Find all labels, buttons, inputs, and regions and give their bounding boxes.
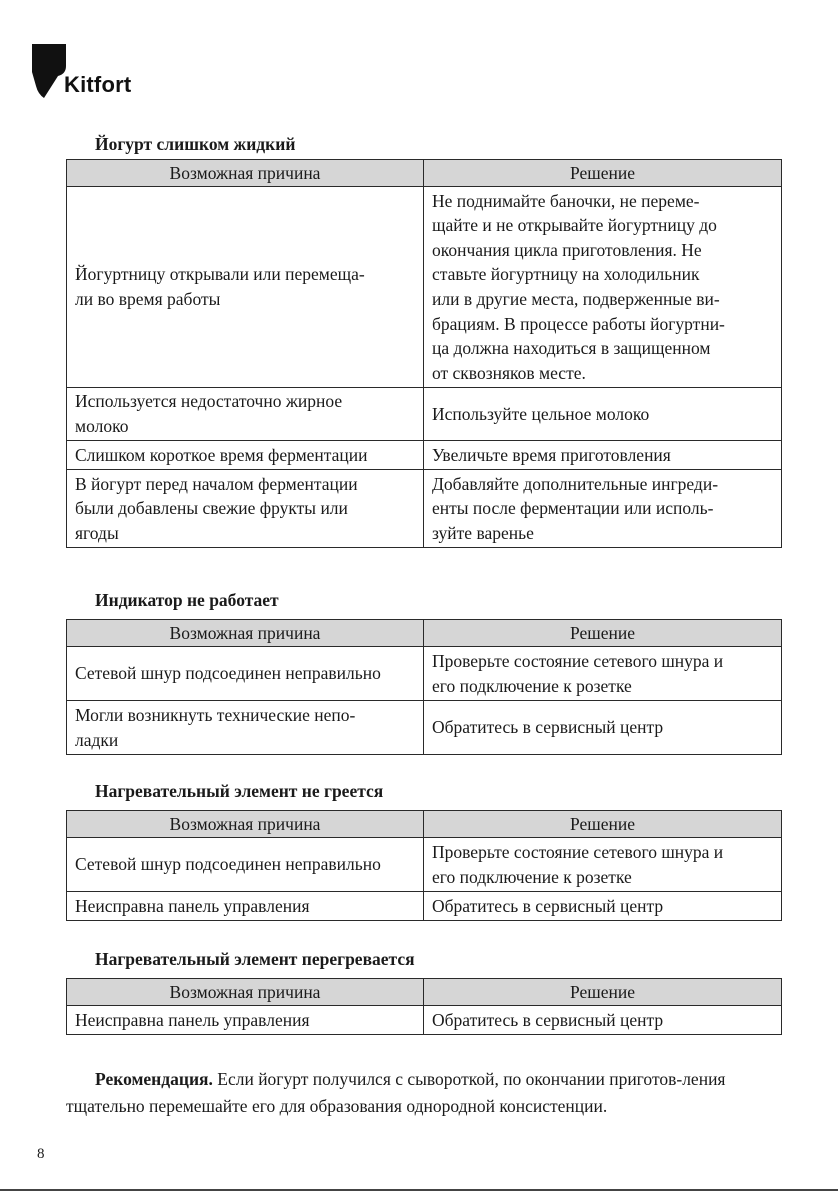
cause-cell: Сетевой шнур подсоединен неправильно — [67, 838, 424, 892]
solution-cell: Используйте цельное молоко — [424, 388, 782, 441]
cause-cell: Слишком короткое время ферментации — [67, 441, 424, 470]
section-title-not-heating: Нагревательный элемент не греется — [95, 781, 384, 801]
table-row — [67, 441, 782, 470]
solution-cell: Обратитесь в сервисный центр — [424, 1006, 782, 1035]
table-header-row — [67, 979, 782, 1006]
cause-cell: Используется недостаточно жирное молоко — [67, 388, 424, 441]
table-row — [67, 701, 782, 755]
solution-cell: Обратитесь в сервисный центр — [424, 701, 782, 755]
solution-cell: Обратитесь в сервисный центр — [424, 892, 782, 921]
solution-cell: Проверьте состояние сетевого шнура и его подключение к розетке — [424, 838, 782, 892]
header-cause: Возможная причина — [67, 620, 424, 647]
cause-cell: Неисправна панель управления — [67, 892, 424, 921]
table-row — [67, 388, 782, 441]
brand-name: Kitfort — [64, 72, 132, 97]
page-number: 8 — [37, 1146, 45, 1162]
recommendation-paragraph — [66, 1066, 781, 1120]
table-header-row — [67, 160, 782, 187]
header-cause: Возможная причина — [67, 811, 424, 838]
header-cause: Возможная причина — [67, 160, 424, 187]
section-title-overheating: Нагревательный элемент перегревается — [95, 949, 415, 969]
header-solution: Решение — [424, 979, 782, 1006]
table-row — [67, 187, 782, 388]
recommendation-label: Рекомендация. — [95, 1069, 213, 1089]
bottom-divider — [0, 1189, 838, 1191]
table-header-row — [67, 811, 782, 838]
section-title-indicator: Индикатор не работает — [95, 590, 279, 610]
header-solution: Решение — [424, 811, 782, 838]
table-row — [67, 470, 782, 548]
cause-cell: Йогуртницу открывали или перемеща- ли во время работы — [67, 187, 424, 388]
cause-cell: Неисправна панель управления — [67, 1006, 424, 1035]
table-row — [67, 892, 782, 921]
table-header-row — [67, 620, 782, 647]
cause-cell: Сетевой шнур подсоединен неправильно — [67, 647, 424, 701]
solution-cell: Проверьте состояние сетевого шнура и его подключение к розетке — [424, 647, 782, 701]
cause-cell: В йогурт перед началом ферментации были добавлены свежие фрукты или ягоды — [67, 470, 424, 548]
cause-cell: Могли возникнуть технические непо- ладки — [67, 701, 424, 755]
troubleshooting-table-indicator — [66, 619, 782, 755]
solution-cell: Добавляйте дополнительные ингреди- енты после ферментации или исполь- зуйте варенье — [424, 470, 782, 548]
section-title-liquid-yogurt: Йогурт слишком жидкий — [95, 134, 296, 154]
solution-cell: Не поднимайте баночки, не переме- щайте и не открывайте йогуртницу до окончания цикла приготовления. Не ставьте йогуртницу на холодильник или в другие места, подверженные ви- брациям. В процессе работы йогуртни- ца должна находиться в защищенном от сквозняков месте. — [424, 187, 782, 388]
solution-cell: Увеличьте время приготовления — [424, 441, 782, 470]
troubleshooting-table-not-heating — [66, 810, 782, 921]
recommendation-text: Если йогурт получился с сывороткой, по окончании приготов-ления тщательно перемешайте его для образования однородной консистенции. — [66, 1069, 726, 1116]
table-row — [67, 838, 782, 892]
header-cause: Возможная причина — [67, 979, 424, 1006]
header-solution: Решение — [424, 620, 782, 647]
troubleshooting-table-overheating — [66, 978, 782, 1035]
table-row — [67, 647, 782, 701]
header-solution: Решение — [424, 160, 782, 187]
table-row — [67, 1006, 782, 1035]
troubleshooting-table-liquid-yogurt — [66, 159, 782, 548]
